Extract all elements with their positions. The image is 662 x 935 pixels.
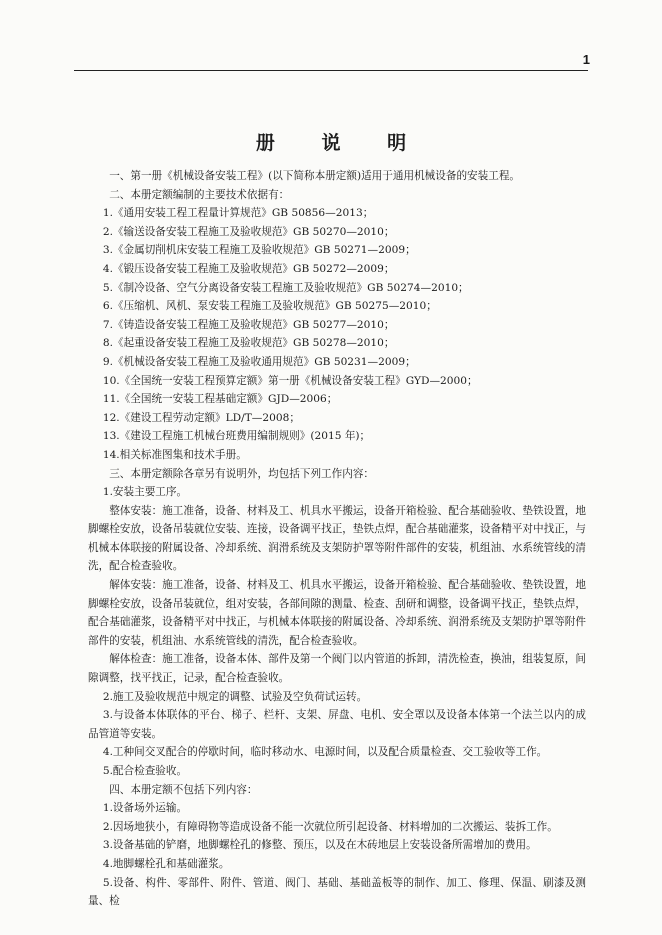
list-item: 3.设备基础的铲磨，地脚螺栓孔的修整、预压，以及在木砖地层上安装设备所需增加的费用。	[102, 839, 537, 852]
paragraph: 解体检查：施工准备，设备本体、部件及第一个阀门以内管道的拆卸，清洗检查，换油，组装复原，间隙调整，找平找正，记录，配合检查验收。	[88, 653, 586, 685]
page-title: 册 说 明	[255, 132, 427, 154]
paragraph: 整体安装：施工准备，设备、材料及工、机具水平搬运，设备开箱检验、配合基础验收、垫铁设置，地脚螺栓安放，设备吊装就位安装、连接，设备调平找正，垫铁点焊，配合基础灌浆，设备精平对中找正，与机械本体联接的附属设备、冷却系统、润滑系统及支架防护罩等附件部件的安装，机组油、水系统管线的清洗，配合检查验收。	[88, 504, 586, 573]
paragraph: 四、本册定额不包括下列内容：	[109, 783, 258, 796]
list-item: 1.设备场外运输。	[102, 802, 188, 815]
list-item: 4.工种间交叉配合的停歇时间，临时移动水、电源时间，以及配合质量检查、交工验收等工作。	[102, 746, 548, 759]
list-item: 8.《起重设备安装工程施工及验收规范》GB 50278—2010；	[102, 337, 395, 350]
page-number: 1	[582, 52, 590, 67]
list-item: 14.相关标准图集和技术手册。	[102, 448, 247, 461]
paragraph: 二、本册定额编制的主要技术依据有：	[109, 188, 290, 201]
list-item: 3.与设备本体联体的平台、梯子、栏杆、支架、屏盘、电机、安全罩以及设备本体第一个法兰以内的成品管道等安装。	[88, 709, 586, 740]
body-text	[88, 167, 586, 911]
list-item: 11.《全国统一安装工程基础定额》GJD—2006；	[102, 393, 338, 406]
list-item: 5.《制冷设备、空气分离设备安装工程施工及验收规范》GB 50274—2010；	[102, 281, 469, 294]
list-item: 2.施工及验收规范中规定的调整、试验及空负荷试运转。	[102, 690, 368, 703]
list-item: 3.《金属切削机床安装工程施工及验收规范》GB 50271—2009；	[102, 244, 416, 257]
list-item: 10.《全国统一安装工程预算定额》第一册《机械设备安装工程》GYD—2000；	[102, 374, 478, 387]
list-item: 1.《通用安装工程工程量计算规范》GB 50856—2013；	[102, 207, 374, 220]
paragraph: 三、本册定额除各章另有说明外，均包括下列工作内容：	[109, 467, 375, 480]
list-item: 13.《建设工程施工机械台班费用编制规则》(2015 年)；	[102, 430, 371, 443]
list-item: 5.配合检查验收。	[102, 765, 188, 777]
list-item: 4.《锻压设备安装工程施工及验收规范》GB 50272—2009；	[102, 262, 395, 275]
list-item: 9.《机械设备安装工程施工及验收通用规范》GB 50231—2009；	[102, 355, 416, 368]
list-item: 5.设备、构件、零部件、附件、管道、阀门、基础、基础盖板等的制作、加工、修理、保温、刷漆及测量、检	[88, 876, 586, 908]
list-item: 1.安装主要工序。	[102, 486, 188, 499]
list-item: 6.《压缩机、风机、泵安装工程施工及验收规范》GB 50275—2010；	[102, 300, 437, 313]
list-item: 4.地脚螺栓孔和基础灌浆。	[102, 857, 230, 870]
list-item: 2.《输送设备安装工程施工及验收规范》GB 50270—2010；	[102, 225, 395, 238]
list-item: 2.因场地狭小，有障碍物等造成设备不能一次就位所引起设备、材料增加的二次搬运、装拆工作。	[102, 820, 558, 833]
paragraph: 解体安装：施工准备，设备、材料及工、机具水平搬运，设备开箱检验、配合基础验收、垫铁设置，地脚螺栓安放，设备吊装就位，组对安装，各部间隙的测量、检查、刮研和调整，设备调平找正，垫铁点焊，配合基础灌浆，设备精平对中找正，与机械本体联接的附属设备、冷却系统、润滑系统及支架防护罩等附件部件的安装，机组油、水系统管线的清洗，配合检查验收。	[88, 579, 586, 647]
list-item: 7.《铸造设备安装工程施工及验收规范》GB 50277—2010；	[102, 318, 395, 331]
header-rule	[74, 70, 588, 71]
paragraph: 一、第一册《机械设备安装工程》(以下简称本册定额)适用于通用机械设备的安装工程。	[109, 170, 521, 182]
list-item: 12.《建设工程劳动定额》LD/T—2008；	[102, 411, 300, 424]
